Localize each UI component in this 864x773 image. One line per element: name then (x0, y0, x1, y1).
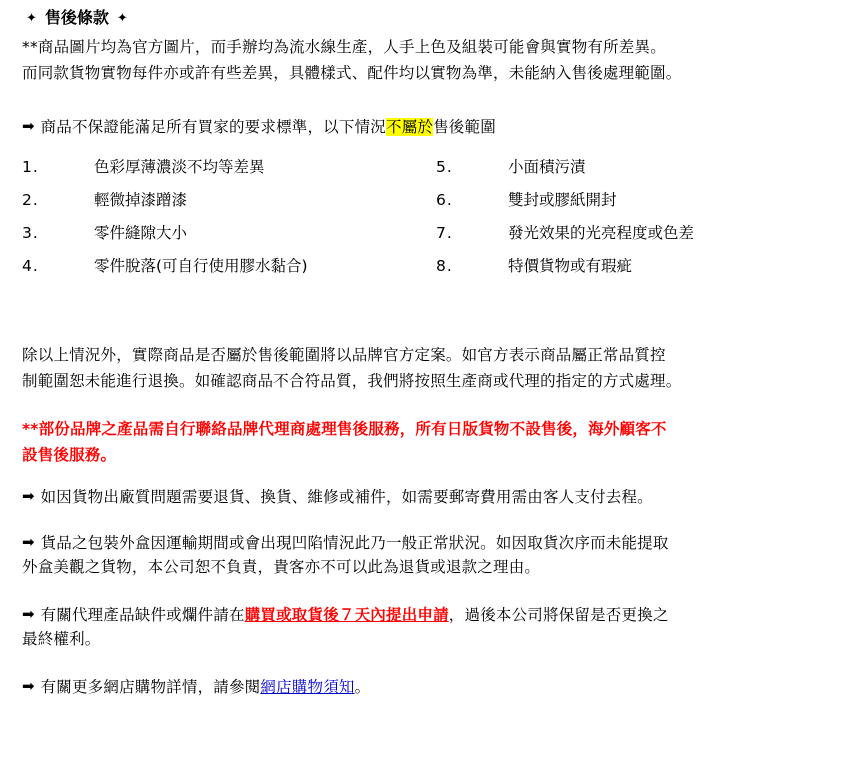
warning-line-1: **部份品牌之產品需自行聯絡品牌代理商處理售後服務，所有日版貨物不設售後，海外顧客不 (22, 419, 667, 438)
list-item-number: 4. (22, 256, 39, 275)
policy-line-2: 制範圍恕未能進行退換。如確認商品不合符品質，我們將按照生產商或代理的指定的方式處理。 (22, 371, 682, 390)
agent-note-after: ，過後本公司將保留是否更換之 (448, 606, 669, 625)
shopping-guide-link[interactable]: 網店購物須知 (260, 678, 355, 697)
list-item (436, 155, 850, 179)
diamond-icon-left: ✦ (26, 10, 37, 26)
notice-middle: ，以下情況 (307, 117, 386, 136)
list-item-number: 6. (436, 190, 453, 209)
bullet-packaging-text-line-2: 外盒美觀之貨物，本公司恕不負責，貴客亦不可以此為退貨或退款之理由。 (22, 558, 541, 576)
notice-row (22, 115, 850, 139)
list-item (436, 221, 850, 245)
exclusion-column-right (436, 155, 850, 287)
list-item-number: 5. (436, 157, 453, 176)
list-item (22, 155, 436, 179)
list-item-number: 2. (22, 190, 39, 209)
list-item-label: 色彩厚薄濃淡不均等差異 (94, 157, 265, 176)
arrow-icon: ➡ (22, 605, 35, 624)
document-title (26, 6, 850, 31)
agent-note-emphasis: 購買或取貨後７天內提出申請 (244, 606, 449, 625)
list-item (22, 188, 436, 212)
bullet-packaging-text-line-1: 貨品之包裝外盒因運輸期間或會出現凹陷情況此乃一般正常狀況。如因取貨次序而未能提取 (40, 533, 669, 552)
bullet-agent-claim-line-2: 最終權利。 (22, 630, 101, 649)
notice-after: 售後範圍 (433, 117, 496, 136)
list-item-label: 零件脫落(可自行使用膠水黏合) (94, 256, 308, 275)
list-item-number: 3. (22, 223, 39, 242)
list-item (436, 188, 850, 212)
exclusion-column-left (22, 155, 436, 287)
more-info-after: 。 (354, 678, 371, 697)
list-item (22, 221, 436, 245)
policy-line-1: 除以上情況外，實際商品是否屬於售後範圍將以品牌官方定案。如官方表示商品屬正常品質控 (22, 345, 666, 364)
list-item (22, 254, 436, 278)
intro-line-1: **商品圖片均為官方圖片，而手辦均為流水線生產，人手上色及組裝可能會與實物有所差異。 (22, 37, 666, 56)
arrow-icon: ➡ (22, 116, 35, 135)
bullet-agent-claim (22, 603, 850, 627)
bullet-shipping-text: 如因貨物出廠質問題需要退貨、換貨、維修或補件，如需要郵寄費用需由客人支付去程。 (40, 487, 653, 506)
intro-line-2: 而同款貨物實物每件亦或許有些差異，具體樣式、配件均以實物為準，未能納入售後處理範圍。 (22, 63, 682, 82)
arrow-icon: ➡ (22, 532, 35, 551)
arrow-icon: ➡ (22, 486, 35, 505)
list-item-label: 雙封或膠紙開封 (508, 190, 617, 209)
warning-line-2: 設售後服務。 (22, 445, 117, 464)
list-item (436, 254, 850, 278)
list-item-number: 7. (436, 223, 453, 242)
list-item-label: 零件縫隙大小 (94, 223, 188, 242)
exclusion-list (22, 155, 850, 287)
notice-highlight: 不屬於 (386, 117, 434, 136)
arrow-icon: ➡ (22, 677, 35, 696)
list-item-number: 1. (22, 157, 39, 176)
list-item-label: 小面積污漬 (508, 157, 586, 176)
notice-before: 商品不保證能滿足所有買家的要求標準 (40, 117, 308, 136)
more-info-before: 有關更多網店購物詳情，請參閱 (40, 678, 261, 697)
diamond-icon-right: ✦ (116, 10, 128, 26)
notice-text (41, 115, 850, 139)
agent-note-before: 有關代理產品缺件或爛件請在 (40, 606, 245, 625)
list-item-number: 8. (436, 256, 453, 275)
title-text: 售後條款 (44, 8, 109, 27)
bullet-shipping (22, 485, 850, 509)
bullet-more-info (22, 675, 850, 699)
bullet-agent-claim-text (41, 603, 850, 627)
bullet-packaging (22, 531, 850, 555)
list-item-label: 發光效果的光亮程度或色差 (508, 223, 695, 242)
list-item-label: 特價貨物或有瑕疵 (508, 256, 633, 275)
bullet-more-info-text (41, 675, 850, 699)
list-item-label: 輕微掉漆蹭漆 (94, 190, 188, 209)
